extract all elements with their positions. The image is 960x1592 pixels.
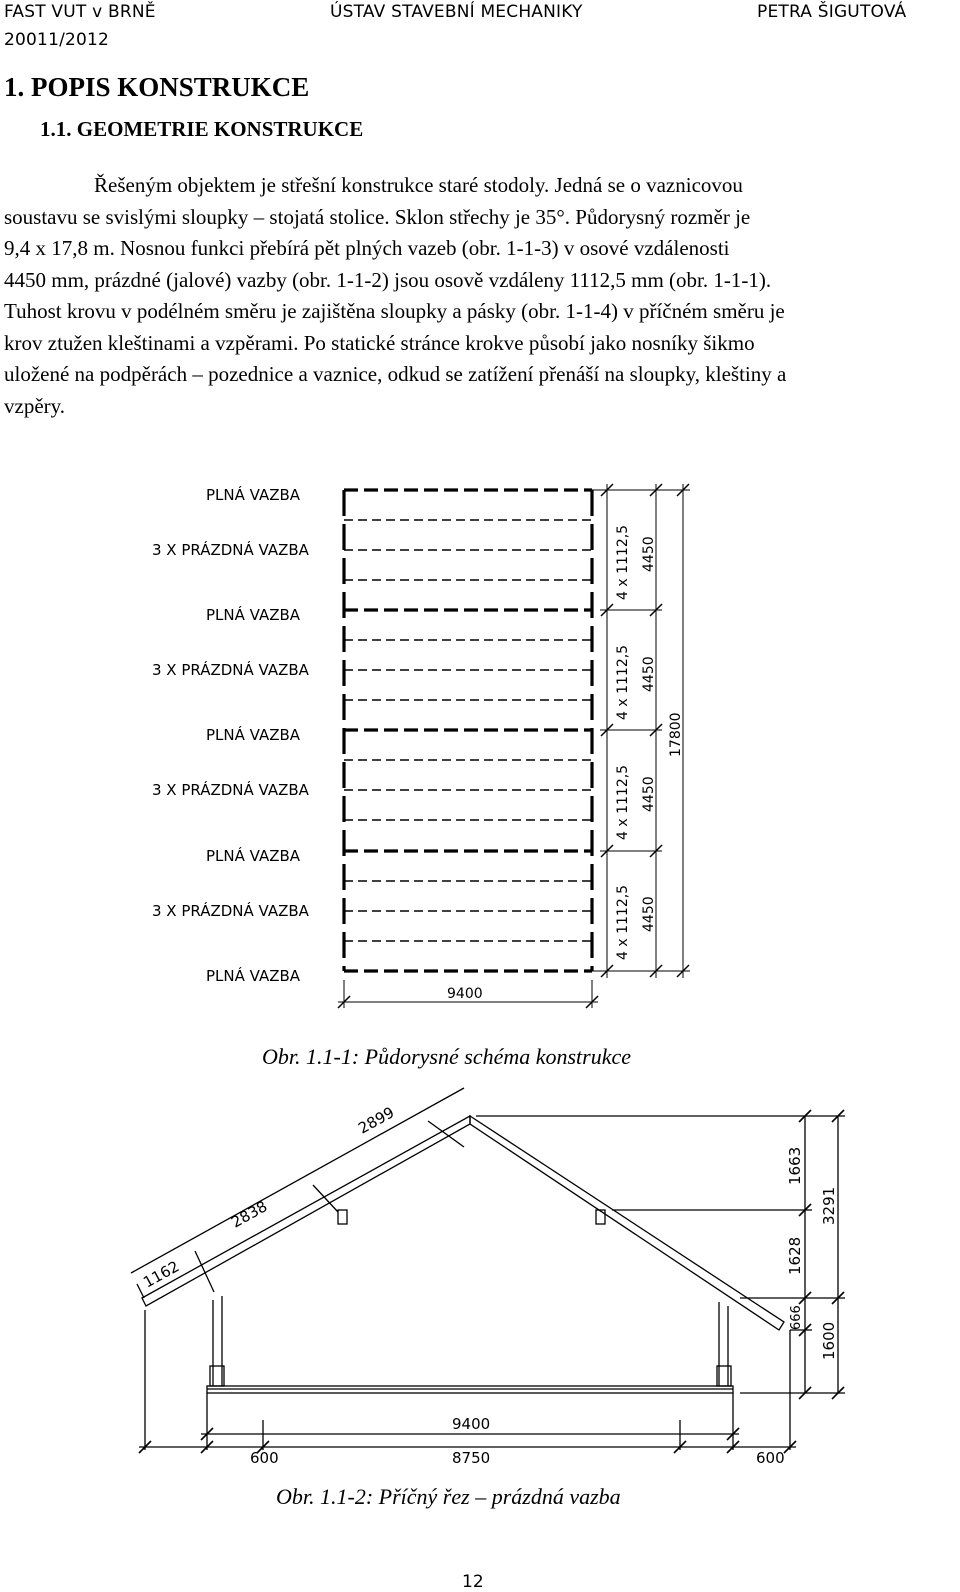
subsection-title: 1.1. GEOMETRIE KONSTRUKCE [40, 117, 364, 141]
purlin-left [338, 1210, 347, 1224]
dim-v-3291: 3291 [820, 1186, 838, 1225]
paragraph-line: soustavu se svislými sloupky – stojatá stolice. Sklon střechy je 35°. Půdorysný rozměr je [4, 204, 751, 229]
dim-slope-1162: 1162 [140, 1257, 183, 1292]
paragraph-line: uložené na podpěrách – pozednice a vaznice, odkud se zatížení přenáší na sloupky, kleštiny a [4, 362, 787, 386]
header-institution: FAST VUT v BRNĚ [4, 2, 156, 22]
dim-bay: 4450 [641, 656, 657, 692]
left-rafter [142, 1116, 470, 1306]
paragraph-line: krov ztužen kleštinami a vzpěrami. Po statické stránce krokve působí jako nosníky šikmo [4, 330, 755, 355]
label-empty-frames: 3 X PRÁZDNÁ VAZBA [152, 661, 309, 679]
label-full-frame: PLNÁ VAZBA [206, 606, 301, 624]
dim-segment: 4 x 1112,5 [615, 884, 631, 960]
dimension-lines [338, 484, 690, 1008]
dim-segment: 4 x 1112,5 [615, 644, 631, 720]
label-full-frame: PLNÁ VAZBA [206, 486, 301, 504]
dim-v-666: 666 [789, 1305, 804, 1330]
purlin-right [596, 1210, 605, 1224]
dim-width: 9400 [447, 986, 483, 1002]
paragraph-line: Řešeným objektem je střešní konstrukce staré stodoly. Jedná se o vaznicovou [94, 173, 743, 197]
figure1-caption: Obr. 1.1-1: Půdorysné schéma konstrukce [262, 1044, 632, 1069]
section-title: 1. POPIS KONSTRUKCE [4, 72, 310, 102]
cross-section-figure [0, 1078, 960, 1488]
page-number: 12 [462, 1572, 484, 1592]
header-author: PETRA ŠIGUTOVÁ [757, 2, 907, 22]
section-ticks [139, 1110, 844, 1453]
right-rafter [470, 1116, 784, 1330]
floor-plan-figure [0, 470, 960, 1040]
dim-bay: 4450 [641, 536, 657, 572]
dim-bay: 4450 [641, 896, 657, 932]
paragraph-line: 9,4 x 17,8 m. Nosnou funkci přebírá pět plných vazeb (obr. 1-1-3) v osové vzdálenosti [4, 236, 730, 260]
dim-h-8750: 8750 [452, 1449, 491, 1467]
label-empty-frames: 3 X PRÁZDNÁ VAZBA [152, 781, 309, 799]
label-empty-frames: 3 X PRÁZDNÁ VAZBA [152, 541, 309, 559]
header-year: 20011/2012 [4, 30, 110, 50]
dim-v-1663: 1663 [786, 1146, 804, 1185]
label-full-frame: PLNÁ VAZBA [206, 847, 301, 865]
dim-h-9400: 9400 [452, 1415, 491, 1433]
dim-slope-2899: 2899 [355, 1103, 398, 1138]
paragraph-line: Tuhost krovu v podélném směru je zajištěna sloupky a pásky (obr. 1-1-4) v příčném směru je [4, 299, 785, 323]
dim-total-length: 17800 [668, 712, 684, 757]
dim-h-600-right: 600 [756, 1449, 785, 1467]
dim-slope-2838: 2838 [228, 1197, 271, 1232]
label-empty-frames: 3 X PRÁZDNÁ VAZBA [152, 902, 309, 920]
body-paragraph [4, 170, 944, 422]
dim-segment: 4 x 1112,5 [615, 764, 631, 840]
label-full-frame: PLNÁ VAZBA [206, 967, 301, 985]
dim-bay: 4450 [641, 776, 657, 812]
header-department: ÚSTAV STAVEBNÍ MECHANIKY [330, 2, 583, 22]
figure2-caption: Obr. 1.1-2: Příčný řez – prázdná vazba [276, 1484, 621, 1509]
dim-h-600-left: 600 [250, 1449, 279, 1467]
dim-v-1600: 1600 [820, 1321, 838, 1360]
paragraph-line: 4450 mm, prázdné (jalové) vazby (obr. 1-1-2) jsou osově vzdáleny 1112,5 mm (obr. 1-1-1). [4, 267, 772, 292]
dimension-ticks [338, 484, 689, 1008]
dim-segment: 4 x 1112,5 [615, 524, 631, 600]
paragraph-line: vzpěry. [4, 393, 66, 418]
dim-v-1628: 1628 [786, 1236, 804, 1275]
label-full-frame: PLNÁ VAZBA [206, 726, 301, 744]
